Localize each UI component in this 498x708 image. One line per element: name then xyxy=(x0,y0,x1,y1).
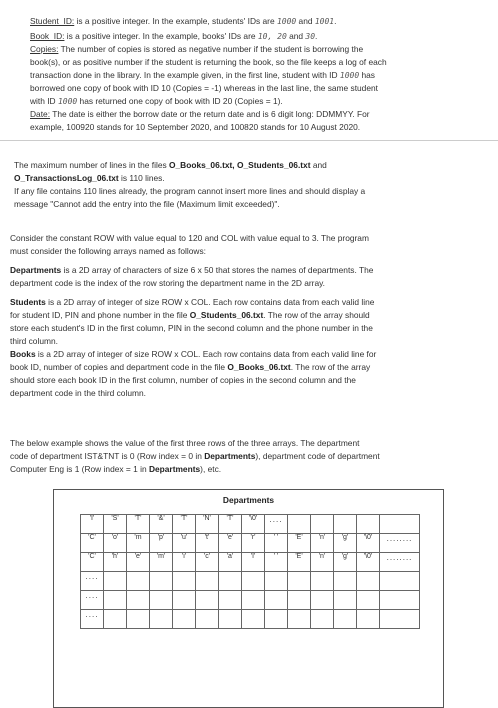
departments-cell xyxy=(380,610,420,629)
books-description-line1: Books is a 2D array of integer of size ROW x COL. Each row contains data from each valid line for xyxy=(10,349,377,359)
departments-row xyxy=(81,515,420,534)
departments-row xyxy=(81,553,420,572)
departments-cell: .... xyxy=(81,591,104,610)
arrays-intro-line2: must consider the following arrays named as follows: xyxy=(10,246,206,256)
example-line2: code of department IST&TNT is 0 (Row index = 0 in Departments), department code of department xyxy=(10,451,380,461)
departments-cell xyxy=(380,515,420,534)
departments-table-title: Departments xyxy=(222,495,275,505)
departments-cell: 'g' xyxy=(334,534,357,553)
departments-cell: 'C' xyxy=(81,534,104,553)
departments-cell xyxy=(311,515,334,534)
departments-cell xyxy=(196,572,219,591)
departments-cell: 'p' xyxy=(150,534,173,553)
departments-cell: 'T' xyxy=(219,515,242,534)
departments-cell: ' ' xyxy=(265,534,288,553)
departments-figure xyxy=(53,489,444,708)
departments-cell xyxy=(104,572,127,591)
departments-cell xyxy=(219,591,242,610)
departments-cell: .... xyxy=(81,572,104,591)
section-divider xyxy=(0,140,498,141)
limits-line2: O_TransactionsLog_06.txt is 110 lines. xyxy=(14,173,165,183)
departments-row xyxy=(81,572,420,591)
departments-cell: 'r' xyxy=(242,534,265,553)
departments-cell: 'n' xyxy=(311,553,334,572)
departments-row xyxy=(81,591,420,610)
departments-cell xyxy=(334,591,357,610)
limits-line1: The maximum number of lines in the files O_Books_06.txt, O_Students_06.txt and xyxy=(14,160,327,170)
departments-cell xyxy=(357,572,380,591)
departments-cell xyxy=(127,591,150,610)
departments-cell xyxy=(380,591,420,610)
departments-cell xyxy=(288,572,311,591)
departments-cell xyxy=(127,572,150,591)
books-description-line4: department code in the third column. xyxy=(10,388,146,398)
departments-array-grid xyxy=(80,514,420,629)
departments-cell: '\0' xyxy=(357,553,380,572)
departments-cell xyxy=(265,591,288,610)
departments-description-line1: Departments is a 2D array of characters of size 6 x 50 that stores the names of departments. The xyxy=(10,265,374,275)
copies-definition-line2: book(s), or as positive number if the student is returning the book, so the file keeps a log of each xyxy=(30,57,387,67)
date-definition-line2: example, 100920 stands for 10 September 2020, and 100820 stands for 10 August 2020. xyxy=(30,122,361,132)
example-line1: The below example shows the value of the first three rows of the three arrays. The department xyxy=(10,438,360,448)
departments-cell xyxy=(311,572,334,591)
students-description-line2: for student ID, PIN and phone number in the file O_Students_06.txt. The row of the array should xyxy=(10,310,370,320)
departments-cell xyxy=(334,515,357,534)
departments-cell xyxy=(104,610,127,629)
departments-cell: 'h' xyxy=(104,553,127,572)
departments-cell xyxy=(242,610,265,629)
departments-cell xyxy=(242,591,265,610)
departments-cell: 'E' xyxy=(288,534,311,553)
departments-cell xyxy=(196,610,219,629)
departments-cell: 'i' xyxy=(173,553,196,572)
departments-cell xyxy=(334,572,357,591)
departments-cell xyxy=(265,610,288,629)
copies-definition-line1: Copies: The number of copies is stored as negative number if the student is borrowing the xyxy=(30,44,364,54)
departments-cell: 'I' xyxy=(81,515,104,534)
departments-cell xyxy=(357,515,380,534)
departments-cell: 'N' xyxy=(196,515,219,534)
departments-cell xyxy=(219,572,242,591)
copies-definition-line5: with ID 1000 has returned one copy of book with ID 20 (Copies = 1). xyxy=(30,96,283,106)
departments-row xyxy=(81,534,420,553)
departments-cell xyxy=(265,572,288,591)
copies-definition-line4: borrowed one copy of book with ID 10 (Copies = -1) whereas in the last line, the same student xyxy=(30,83,378,93)
departments-cell: 'm' xyxy=(150,553,173,572)
departments-cell xyxy=(173,610,196,629)
students-description-line1: Students is a 2D array of integer of size ROW x COL. Each row contains data from each valid line xyxy=(10,297,375,307)
departments-cell: 'C' xyxy=(81,553,104,572)
books-description-line3: should store each book ID in the first column, number of copies in the second column and the xyxy=(10,375,356,385)
departments-cell: 'c' xyxy=(196,553,219,572)
departments-cell: ' ' xyxy=(265,553,288,572)
limits-line4: message "Cannot add the entry into the file (Maximum limit exceeded)". xyxy=(14,199,280,209)
departments-cell xyxy=(196,591,219,610)
departments-cell: 'S' xyxy=(104,515,127,534)
date-definition-line1: Date: The date is either the borrow date or the return date and is 6 digit long: DDMMYY. For xyxy=(30,109,370,119)
departments-cell xyxy=(288,515,311,534)
departments-cell: ........ xyxy=(380,534,420,553)
students-description-line4: third column. xyxy=(10,336,58,346)
departments-cell xyxy=(127,610,150,629)
departments-cell: 'n' xyxy=(311,534,334,553)
arrays-intro-line1: Consider the constant ROW with value equal to 120 and COL with value equal to 3. The program xyxy=(10,233,369,243)
departments-description-line2: department code is the index of the row storing the department name in the 2D array. xyxy=(10,278,326,288)
departments-cell: 'u' xyxy=(173,534,196,553)
departments-cell xyxy=(288,610,311,629)
departments-cell xyxy=(288,591,311,610)
departments-cell: .... xyxy=(265,515,288,534)
departments-cell: 'm xyxy=(127,534,150,553)
book-id-definition: Book_ID: is a positive integer. In the example, books' IDs are 10, 20 and 30. xyxy=(30,31,318,41)
departments-cell xyxy=(357,591,380,610)
departments-cell xyxy=(242,572,265,591)
departments-cell: '&' xyxy=(150,515,173,534)
students-description-line3: store each student's ID in the first column, PIN in the second column and the phone number in the xyxy=(10,323,373,333)
departments-cell: 'T' xyxy=(127,515,150,534)
departments-cell xyxy=(150,572,173,591)
departments-cell: 'T' xyxy=(173,515,196,534)
departments-cell: 'e' xyxy=(219,534,242,553)
departments-cell: 'E' xyxy=(288,553,311,572)
departments-cell xyxy=(173,572,196,591)
departments-row xyxy=(81,610,420,629)
books-description-line2: book ID, number of copies and department code in the file O_Books_06.txt. The row of the array xyxy=(10,362,371,372)
limits-line3: If any file contains 110 lines already, the program cannot insert more lines and should display a xyxy=(14,186,366,196)
departments-cell xyxy=(219,610,242,629)
departments-cell xyxy=(104,591,127,610)
copies-definition-line3: transaction done in the library. In the example given, in the first line, student with ID 1000 has xyxy=(30,70,375,80)
departments-cell: ........ xyxy=(380,553,420,572)
departments-cell xyxy=(380,572,420,591)
departments-cell: 'g' xyxy=(334,553,357,572)
departments-cell: 'o' xyxy=(104,534,127,553)
departments-cell: '\0' xyxy=(357,534,380,553)
departments-cell xyxy=(150,610,173,629)
student-id-definition: Student_ID: is a positive integer. In the example, students' IDs are 1000 and 1001. xyxy=(30,16,337,26)
departments-cell xyxy=(311,591,334,610)
departments-cell: 'a' xyxy=(219,553,242,572)
departments-cell xyxy=(357,610,380,629)
departments-cell: 'l' xyxy=(242,553,265,572)
departments-cell: 't' xyxy=(196,534,219,553)
departments-cell xyxy=(173,591,196,610)
departments-cell: 'e' xyxy=(127,553,150,572)
departments-cell: .... xyxy=(81,610,104,629)
example-line3: Computer Eng is 1 (Row index = 1 in Departments), etc. xyxy=(10,464,222,474)
departments-cell xyxy=(150,591,173,610)
departments-cell xyxy=(334,610,357,629)
departments-cell: '\0' xyxy=(242,515,265,534)
departments-cell xyxy=(311,610,334,629)
